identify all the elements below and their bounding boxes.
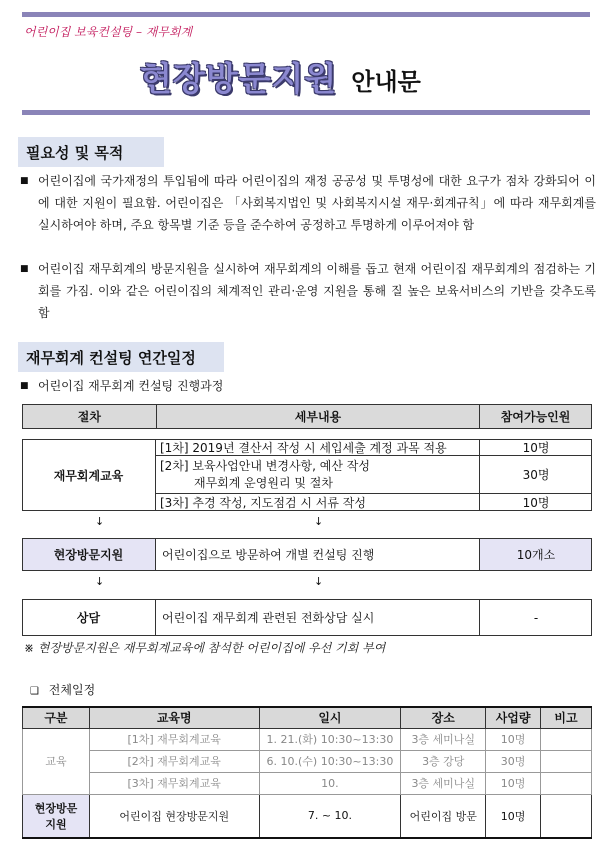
table-row [23,750,592,772]
sched-edu-name: [3차] 재무회계교육 [89,772,259,794]
table-row [23,772,592,794]
header-subtitle: 어린이집 보육컨설팅 – 재무회계 [24,25,193,39]
sched-edu-name: [2차] 재무회계교육 [89,750,259,772]
title-sub: 안내문 [351,68,421,96]
para-need-2 [18,258,596,324]
sched-edu-place: 3층 세미나실 [401,772,486,794]
edu-detail-2-line2: 재무회계 운영원리 및 절차 [194,476,333,490]
sched-edu-label: 교육 [23,728,90,794]
sched-visit-label: 현장방문 지원 [23,794,90,838]
title-main: 현장방문지원 [140,59,338,98]
visit-label: 현장방문지원 [22,538,156,571]
sched-col-amount: 사업량 [486,707,541,728]
col-capacity: 참여가능인원 [480,405,592,429]
checkbox-bullet-icon: ❑ [30,686,39,697]
arrow-down-icon: ↓ [314,515,324,528]
process-header-table [22,404,592,429]
para-need-2-text: 어린이집 재무회계의 방문지원을 실시하여 재무회계의 이해를 돕고 현재 어린이집 재무회계의 점검하는 기회를 가짐. 이와 같은 어린이집의 체계적인 관리·운영 지원을 통해 질 높은 보육서비스의 기반을 갖추도록 함 [38,262,596,320]
edu-count-3: 10명 [522,496,550,510]
para-need-1 [18,170,596,236]
bullet-icon: ■ [20,176,29,186]
edu-detail-2 [156,456,480,494]
arrow-down-icon: ↓ [314,575,324,588]
sched-visit-amount: 10명 [486,794,541,838]
sched-col-type: 구분 [23,707,90,728]
section-need-purpose-title: 필요성 및 목적 [18,137,164,167]
process-subtitle [18,375,596,397]
sched-visit-place: 어린이집 방문 [401,794,486,838]
sched-edu-date: 10. [259,772,401,794]
edu-count-1: 10명 [480,439,592,456]
sched-edu-place: 3층 강당 [401,750,486,772]
sched-visit-date: 7. ~ 10. [259,794,401,838]
para-need-1-text: 어린이집에 국가재정의 투입됨에 따라 어린이집의 재정 공공성 및 투명성에 대한 요구가 점차 강화되어 이에 대한 지원이 필요함. 어린이집은 「사회복지법인 및 사회복지시설 재무·회계규칙」에 따라 재무회계를 실시하여야 하며, 주요 항목별 기준 등을 준수하여 공정하고 투명하게 이루어져야 함 [38,174,596,232]
bullet-icon: ■ [20,381,29,391]
edu-detail-2-line1: [2차] 보육사업안내 변경사항, 예산 작성 [160,459,370,473]
sched-edu-date: 1. 21.(화) 10:30~13:30 [259,728,401,750]
sched-edu-amount: 30명 [486,750,541,772]
title-divider [22,110,590,115]
sched-col-note: 비고 [541,707,592,728]
sched-edu-amount: 10명 [486,728,541,750]
arrow-down-icon: ↓ [95,575,105,588]
priority-note: ※ 현장방문지원은 재무회계교육에 참석한 어린이집에 우선 기회 부여 [24,641,386,655]
top-divider [22,12,590,17]
sched-visit-name: 어린이집 현장방문지원 [89,794,259,838]
table-row [23,794,592,838]
process-subtitle-text: 어린이집 재무회계 컨설팅 진행과정 [38,379,224,393]
edu-label: 재무회계교육 [22,439,156,511]
edu-detail-3: [3차] 추경 작성, 지도점검 시 서류 작성 [156,494,480,511]
col-step: 절차 [23,405,157,429]
edu-detail-1: [1차] 2019년 결산서 작성 시 세입세출 계정 과목 적용 [156,439,480,456]
sched-col-name: 교육명 [89,707,259,728]
schedule-table [22,706,592,839]
page-title [140,52,421,100]
table-row [23,728,592,750]
col-detail: 세부내용 [156,405,479,429]
consult-detail: 어린이집 재무회계 관련된 전화상담 실시 [156,599,480,636]
sched-col-place: 장소 [401,707,486,728]
sched-visit-note [541,794,592,838]
sched-edu-note [541,772,592,794]
sched-edu-note [541,728,592,750]
schedule-title-text: 전체일정 [48,683,96,697]
schedule-title [30,681,95,698]
sched-edu-amount: 10명 [486,772,541,794]
sched-edu-date: 6. 10.(수) 10:30~13:30 [259,750,401,772]
sched-edu-note [541,750,592,772]
bullet-icon: ■ [20,264,29,274]
edu-count-2: 30명 [480,456,592,494]
sched-edu-place: 3층 세미나실 [401,728,486,750]
consult-count: - [533,610,539,625]
sched-col-date: 일시 [259,707,401,728]
visit-count: 10개소 [516,548,556,562]
sched-edu-name: [1차] 재무회계교육 [89,728,259,750]
arrow-down-icon: ↓ [95,515,105,528]
section-schedule-title: 재무회계 컨설팅 연간일정 [18,342,224,372]
consult-label: 상담 [22,599,156,636]
visit-detail: 어린이집으로 방문하여 개별 컨설팅 진행 [156,538,480,571]
